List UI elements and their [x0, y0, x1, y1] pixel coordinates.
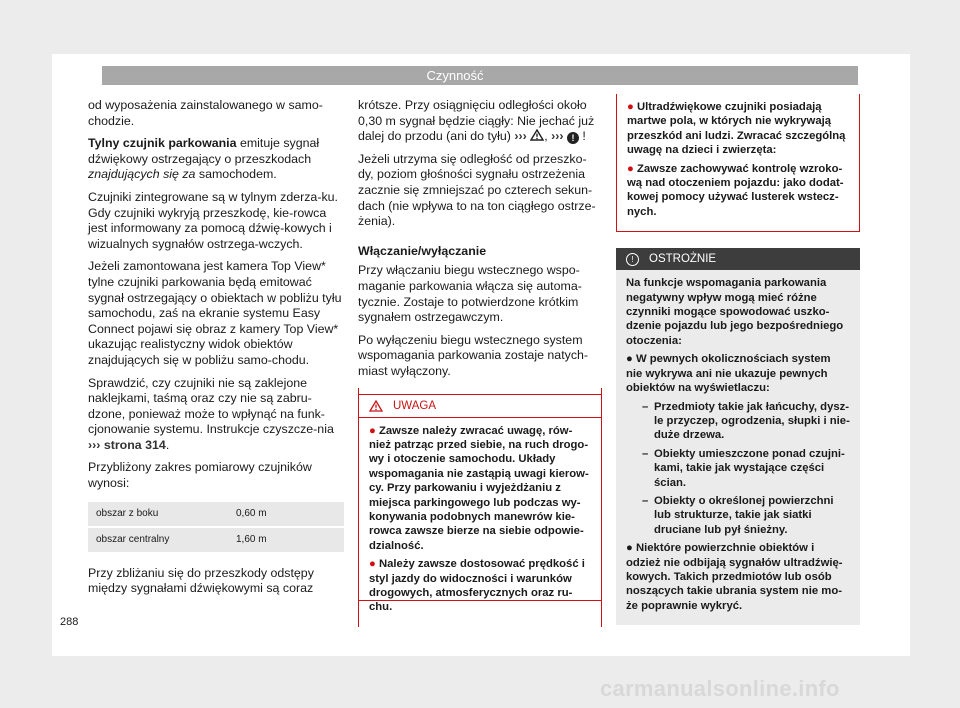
header-spacer — [52, 66, 102, 85]
sub-list-item-text: Obiekty o określonej powierzchni lub strukturze, takie jak siatki druciane lub pył śnieżny. — [654, 494, 834, 536]
exclamation-circle-icon: ! — [626, 253, 639, 266]
table-row — [88, 527, 344, 553]
warning-box-continued — [616, 94, 860, 232]
paragraph: Przy włączaniu biegu wstecznego wspo-maganie parkowania włącza się automa-tycznie. Zostaje to potwierdzone krótkim sygnałem ostrzegawczym. — [358, 263, 582, 325]
range-table — [88, 502, 344, 554]
paragraph: Po wyłączeniu biegu wstecznego system wspomagania parkowania zostaje natych-miast wyłączony. — [358, 332, 589, 378]
caution-box — [616, 248, 860, 625]
caution-title: OSTROŻNIE — [649, 253, 717, 266]
sub-list-item — [642, 494, 850, 537]
text: emituje sygnał dźwiękowy ostrzegający o przeszkodach — [88, 136, 320, 166]
text: krótsze. Przy osiągnięciu odległości około 0,30 m sygnał będzie ciągły: Nie jechać już dalej do przodu (ani do tyłu) — [358, 98, 595, 144]
cross-ref-arrows: ››› — [88, 437, 101, 452]
list-item — [627, 100, 849, 158]
cross-ref-arrows[interactable]: ››› — [514, 129, 527, 144]
table-cell-value: 1,60 m — [228, 527, 344, 553]
bullet-icon: ● — [627, 162, 634, 175]
paragraph: Jeżeli utrzyma się odległość od przeszko-dy, poziom głośności sygnału ostrzeżenia zacznie się zmniejszać po czterech sekun-dach (nie wpływa to na ton ciągłego ostrze-żenia). — [358, 151, 596, 229]
paragraph: Przybliżony zakres pomiarowy czujników wynosi: — [88, 460, 312, 491]
cross-ref-arrows[interactable]: ››› — [551, 129, 564, 144]
sub-list-item-text: Obiekty umieszczone ponad czujni-kami, takie jak wystające części ścian. — [654, 447, 845, 489]
list-item-text: Należy zawsze dostosować prędkość i styl jazdy do widoczności i warunków drogowych, atmosferycznych oraz ru-chu. — [369, 558, 585, 614]
column-middle — [358, 98, 602, 627]
bullet-icon: ● — [626, 542, 633, 555]
table-cell-value: 0,60 m — [228, 502, 344, 527]
term-bold: Tylny czujnik parkowania — [88, 136, 237, 151]
warning-triangle-icon — [369, 400, 383, 412]
caution-header — [616, 248, 860, 270]
column-right — [616, 94, 860, 625]
warning-body — [617, 94, 859, 231]
column-left — [88, 98, 344, 604]
paragraph: Jeżeli zamontowana jest kamera Top View* tylne czujniki parkowania będą emitować sygnał ostrzegający o obiektach w pobliżu tyłu samochodu, zaś na ekranie systemu Easy Connect pojawi się obraz z kamery Top View* ukazując realistyczny widok obiektów znajdujących się w pobliżu samo-chodu. — [88, 259, 342, 367]
info-circle-icon: ! — [567, 132, 579, 144]
caution-body — [616, 270, 860, 625]
warning-header — [359, 395, 601, 418]
list-item — [626, 541, 850, 613]
paragraph — [358, 98, 602, 145]
warning-title: UWAGA — [393, 399, 437, 412]
paragraph: Przy zbliżaniu się do przeszkody odstępy między sygnałami dźwiękowymi są coraz — [88, 565, 314, 596]
paragraph — [88, 136, 344, 183]
paragraph: od wyposażenia zainstalowanego w samo-chodzie. — [88, 98, 323, 128]
list-item-text: W pewnych okolicznościach system nie wykrywa ani nie ukazuje pewnych obiektów na wyświetlaczu: — [626, 353, 831, 395]
sub-list-item — [642, 400, 850, 443]
page-header — [52, 66, 858, 85]
text: samochodem. — [195, 167, 277, 182]
text-italic: znajdujących się za — [88, 167, 196, 182]
watermark-text: carmanualsonline.info — [600, 676, 840, 701]
list-item — [369, 424, 591, 554]
table-cell-label: obszar centralny — [88, 527, 228, 553]
bullet-icon: ● — [369, 424, 376, 437]
list-item-text: Zawsze zachowywać kontrolę wzroko-wą nad otoczeniem pojazdu: jako dodat-kowej pomocy używać lusterek wstecz-nych. — [627, 162, 844, 218]
dash-marker: – — [642, 447, 649, 460]
text: , — [544, 129, 552, 144]
table-cell-label: obszar z boku — [88, 502, 228, 527]
list-item — [369, 557, 591, 615]
paragraph: Czujniki zintegrowane są w tylnym zderza-ku. Gdy czujniki wykryją przeszkodę, kie-rowca jest informowany za pomocą dźwię-kowych i wizualnych sygnałów ostrzega-wczych. — [88, 189, 338, 251]
list-item-text: Zawsze należy zwracać uwagę, rów-nież patrząc przed siebie, na ruch drogo-wy i otoczenie samochodu. Układy wspomagania nie zastąpią uwagi kierow-cy. Przy parkowaniu i wyjeżdżaniu z miejsca parkingowego lub podczas wy-konywania podobnych manewrów kie-rowca zawsze bierze na siebie odpowie-dzialność. — [369, 424, 589, 552]
section-heading: Włączanie/wyłączanie — [358, 243, 487, 258]
paragraph: Na funkcje wspomagania parkowania negatywny wpływ mogą mieć różne czynniki mogące spowodować uszko-dzenie pojazdu lub jego bezpośredniego otoczenia: — [626, 277, 844, 347]
list-item — [626, 352, 850, 395]
dash-marker: – — [642, 494, 649, 507]
warning-box — [358, 394, 602, 627]
warning-triangle-icon — [530, 129, 544, 141]
dash-marker: – — [642, 400, 649, 413]
page-ref-link[interactable]: strona 314 — [100, 437, 166, 452]
page-number: 288 — [60, 616, 79, 628]
text: Sprawdzić, czy czujniki nie są zaklejone naklejkami, taśmą oraz czy nie są zabru-dzone, ponieważ może to wpłynąć na funk-cjonowanie systemu. Instrukcje czyszcze-nia — [88, 375, 334, 437]
bullet-icon: ● — [626, 353, 633, 366]
list-item — [627, 162, 849, 220]
sub-list-item — [642, 447, 850, 490]
table-row — [88, 502, 344, 527]
bullet-icon: ● — [627, 101, 634, 113]
sub-list-item-text: Przedmioty takie jak łańcuchy, dysz-le przyczep, ogrodzenia, słupki i nie-duże drzewa. — [654, 400, 850, 442]
list-item-text: Ultradźwiękowe czujniki posiadają martwe pola, w których nie wykrywają przeszkód ani ludzi. Zwracać szczególną uwagę na dzieci i zwierzęta: — [627, 101, 846, 157]
paragraph — [88, 376, 344, 454]
list-item-text: Niektóre powierzchnie obiektów i odzież nie odbijają sygnałów ultradźwię-kowych. Takich przedmiotów lub osób noszących takie ubrania system nie mo-że poprawnie wykryć. — [626, 542, 843, 612]
header-title: Czynność — [426, 68, 484, 83]
text: . — [165, 437, 170, 452]
text: ! — [578, 129, 586, 144]
bullet-icon: ● — [369, 558, 376, 571]
warning-body — [359, 418, 601, 627]
